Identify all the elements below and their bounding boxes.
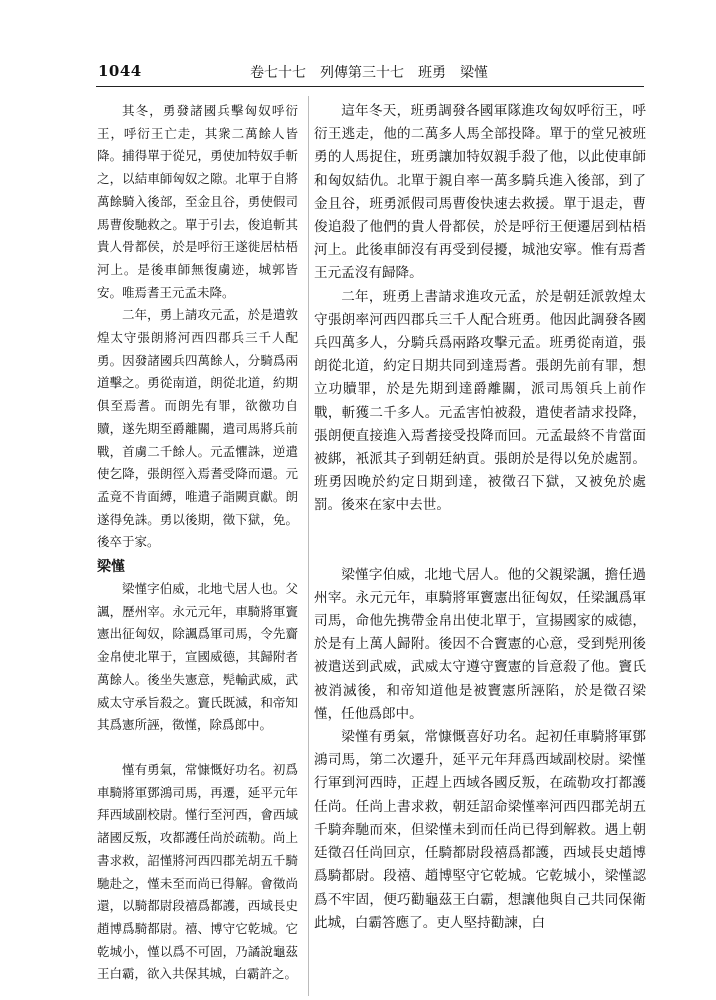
translation-paragraph-3: 梁慬字伯威，北地弋居人。他的父親梁諷，擔任過州宰。永元元年，車騎將軍竇憲出征匈奴，任梁諷爲軍司馬，命他先携帶金帛出使北單于，宣揚國家的威德，於是有上萬人歸附。後因不合竇憲的心意，受到髡刑後被遣送到武威，武威太守遵守竇憲的旨意殺了他。竇氏被消滅後，和帝知道他是被竇憲所誣陷，於是徵召梁慬，任他爲郎中。 (314, 566, 646, 722)
translation-paragraph-4: 梁慬有勇氣，常慷慨喜好功名。起初任車騎將軍鄧鴻司馬，第二次遷升，延平元年拜爲西域副校尉。梁慬行軍到河西時，正趕上西域各國反叛，在疏勒攻打都護任尚。任尚上書求救，朝廷詔命梁慬率河西四郡羌胡五千騎奔馳而來，但梁慬未到而任尚已得到解救。遇上朝廷徵召任尚回京，任騎都尉段禧爲都護，西域長史趙博爲騎都尉。段禧、趙博堅守它乾城。它乾城小，梁慬認爲不牢固，便巧勸龜茲王白霸，想讓他與自己共同保衛此城，白霸答應了。吏人堅持勸諫，白 (314, 729, 646, 931)
column-divider (308, 96, 309, 996)
translation-paragraph-1: 這年冬天，班勇調發各國軍隊進攻匈奴呼衍王，呼衍王逃走，他的二萬多人馬全部投降。單于的堂兄被班勇的人馬捉住，班勇讓加特奴親手殺了他，以此使車師和匈奴結仇。北單于親自率一萬多騎兵進入後部，到了金且谷，班勇派假司馬曹俊快速去救援。單于退走，曹俊追殺了他們的貴人骨都侯，於是呼衍王便遷居到枯梧河上。此後車師沒有再受到侵擾，城池安寧。惟有焉耆王元孟沒有歸降。 (314, 103, 646, 282)
header-rule (96, 86, 644, 87)
translation-paragraph-2: 二年，班勇上書請求進攻元孟，於是朝廷派敦煌太守張朗率河西四郡兵三千人配合班勇。他因此調發各國兵四萬多人，分騎兵爲兩路攻擊元孟。班勇從南道，張朗從北道，約定日期共同到達焉耆。張朗先前有罪，想立功贖罪，於是先期到達爵離關，派司馬領兵上前作戰，斬獲二千多人。元孟害怕被殺，遣使者請求投降，張朗便直接進入焉耆接受投降而回。元孟最終不肯當面被綁，衹派其子到朝廷納貢。張朗於是得以免於處罰。班勇因晚於約定日期到達，被徵召下獄，又被免於處罰。後來在家中去世。 (314, 288, 646, 514)
section-title-liang-jin: 梁慬 (97, 559, 125, 576)
translation-column (314, 100, 646, 935)
classical-paragraph-4: 慬有勇氣，常慷慨好功名。初爲車騎將軍鄧鴻司馬，再遷，延平元年拜西域副校尉。慬行至河西，會西域諸國反叛，攻都護任尚於疏勒。尚上書求救，詔慬將河西四郡羌胡五千騎馳赴之，慬未至而尚已得解。會徵尚還，以騎都尉段禧爲都護，西域長史趙博爲騎都尉。禧、博守它乾城。它乾城小，慬以爲不可固，乃譎說龜茲王白霸，欲入共保其城，白霸許之。 (97, 761, 298, 982)
classical-paragraph-2: 二年，勇上請攻元孟，於是遣敦煌太守張朗將河西四郡兵三千人配勇。因發諸國兵四萬餘人，分騎爲兩道擊之。勇從南道，朗從北道，約期俱至焉耆。而朗先有罪，欲徼功自贖，遂先期至爵離關，遣司馬將兵前戰，首虜二千餘人。元孟懼誅，逆遣使乞降，張朗徑入焉耆受降而還。元孟竟不肯面縛，唯遣子詣闕貢獻。朗遂得免誅。勇以後期，徵下獄，免。後卒于家。 (97, 307, 298, 550)
running-head: 卷七十七 列傳第三十七 班勇 梁慬 (250, 65, 488, 81)
page-number: 1044 (98, 62, 142, 80)
classical-paragraph-1: 其冬，勇發諸國兵擊匈奴呼衍王，呼衍王亡走，其衆二萬餘人皆降。捕得單于從兄，勇使加特奴手斬之，以結車師匈奴之隙。北單于自將萬餘騎入後部，至金且谷，勇使假司馬曹俊馳救之。單于引去，俊追斬其貴人骨都侯，於是呼衍王遂徙居枯梧河上。是後車師無復虜迹，城郭皆安。唯焉耆王元孟未降。 (97, 103, 298, 300)
classical-paragraph-3: 梁慬字伯威，北地弋居人也。父諷，歷州宰。永元元年，車騎將軍竇憲出征匈奴，除諷爲軍司馬，令先齎金帛使北單于，宣國威德，其歸附者萬餘人。後坐失憲意，髡輸武威，武威太守承旨殺之。竇氏既滅，和帝知其爲憲所誣，徵慬，除爲郎中。 (97, 581, 298, 733)
classical-text-column (97, 100, 298, 986)
